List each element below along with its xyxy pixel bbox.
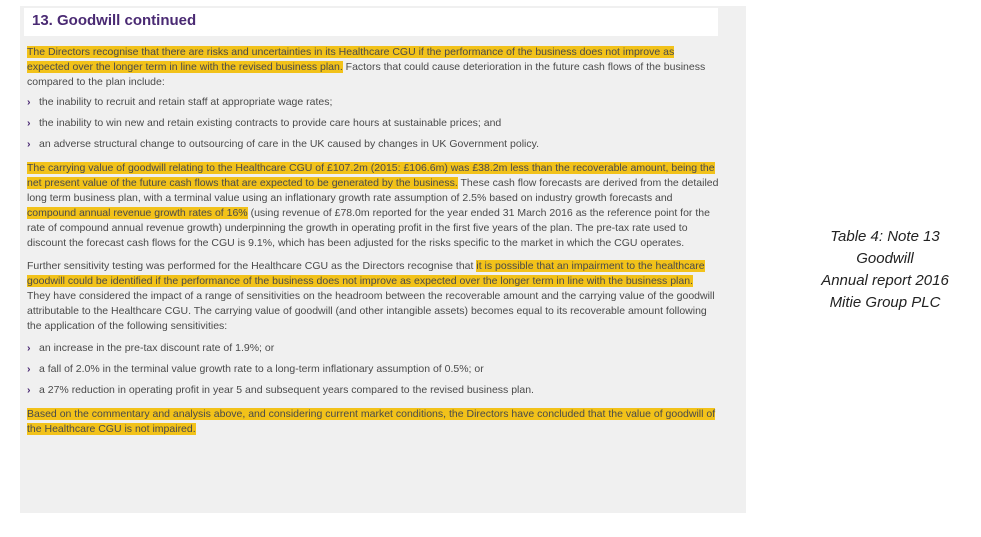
list-item (27, 95, 719, 110)
paragraph-text: They have considered the impact of a range of sensitivities on the headroom between the recoverable amount and the carrying value of the goodwill attributable to the Healthcare CGU. The carrying value of goodwill (and other intangible assets) becomes equal to its recoverable amount following the application of the following sensitivities: (27, 290, 715, 332)
highlighted-text: it is possible that an impairment to the healthcare goodwill could be identified if the performance of the business does not improve as expected over the longer term in line with the business plan. (27, 260, 705, 287)
list-item-text: the inability to win new and retain existing contracts to provide care hours at sustainable prices; and (39, 117, 502, 129)
paragraph-text: These cash flow forecasts are derived from the detailed long term business plan, with a terminal value using an inflationary growth rate assumption of 2.5% based on industry growth forecasts and (27, 177, 719, 204)
paragraph-carrying-value (27, 161, 719, 251)
chevron-right-icon: › (27, 96, 31, 108)
chevron-right-icon: › (27, 342, 31, 354)
paragraph-text: Further sensitivity testing was performed for the Healthcare CGU as the Directors recognise that (27, 260, 477, 272)
list-item-text: the inability to recruit and retain staff at appropriate wage rates; (39, 96, 333, 108)
caption-line: Annual report 2016 (821, 272, 949, 289)
highlighted-text: The carrying value of goodwill relating to the Healthcare CGU of £107.2m (2015: £106.6m) was £38.2m less than the recoverable amount, being the net present value of the future cash flows that are expected to be generated by the business. (27, 162, 715, 189)
sensitivities-list (27, 341, 719, 398)
caption-line: Table 4: Note 13 (830, 228, 940, 245)
list-item (27, 362, 719, 377)
document-body (27, 45, 719, 437)
highlighted-text: compound annual revenue growth rates of 16% (27, 207, 248, 219)
paragraph-text: Factors that could cause deterioration in the future cash flows of the business compared to the plan include: (27, 61, 706, 88)
list-item (27, 383, 719, 398)
caption-line: Goodwill (856, 250, 914, 267)
highlighted-text: The Directors recognise that there are risks and uncertainties in its Healthcare CGU if the performance of the business does not improve as expected over the longer term in line with the revised business plan. (27, 46, 675, 73)
chevron-right-icon: › (27, 384, 31, 396)
paragraph-risks (27, 45, 719, 90)
highlighted-text: Based on the commentary and analysis above, and considering current market conditions, the Directors have concluded that the value of goodwill of the Healthcare CGU is not impaired. (27, 408, 716, 435)
list-item (27, 116, 719, 131)
chevron-right-icon: › (27, 138, 31, 150)
paragraph-sensitivity (27, 259, 719, 334)
chevron-right-icon: › (27, 363, 31, 375)
section-title: 13. Goodwill continued (32, 12, 197, 29)
list-item-text: an adverse structural change to outsourcing of care in the UK caused by changes in UK Government policy. (39, 138, 539, 150)
risk-factors-list (27, 95, 719, 152)
list-item-text: a 27% reduction in operating profit in year 5 and subsequent years compared to the revised business plan. (39, 384, 534, 396)
list-item (27, 137, 719, 152)
list-item-text: a fall of 2.0% in the terminal value growth rate to a long-term inflationary assumption of 0.5%; or (39, 363, 484, 375)
list-item (27, 341, 719, 356)
list-item-text: an increase in the pre-tax discount rate of 1.9%; or (39, 342, 275, 354)
paragraph-conclusion (27, 407, 719, 437)
paragraph-text: (using revenue of £78.0m reported for the year ended 31 March 2016 as the reference point for the rate of compound annual revenue growth) underpinning the growth in operating profit in the first five years of the plan. The pre-tax rate used to discount the forecast cash flows for the CGU is 9.1%, which has been adjusted for the risks specific to the market in which the CGU operates. (27, 207, 710, 249)
side-caption (790, 226, 980, 314)
chevron-right-icon: › (27, 117, 31, 129)
caption-line: Mitie Group PLC (829, 294, 941, 311)
